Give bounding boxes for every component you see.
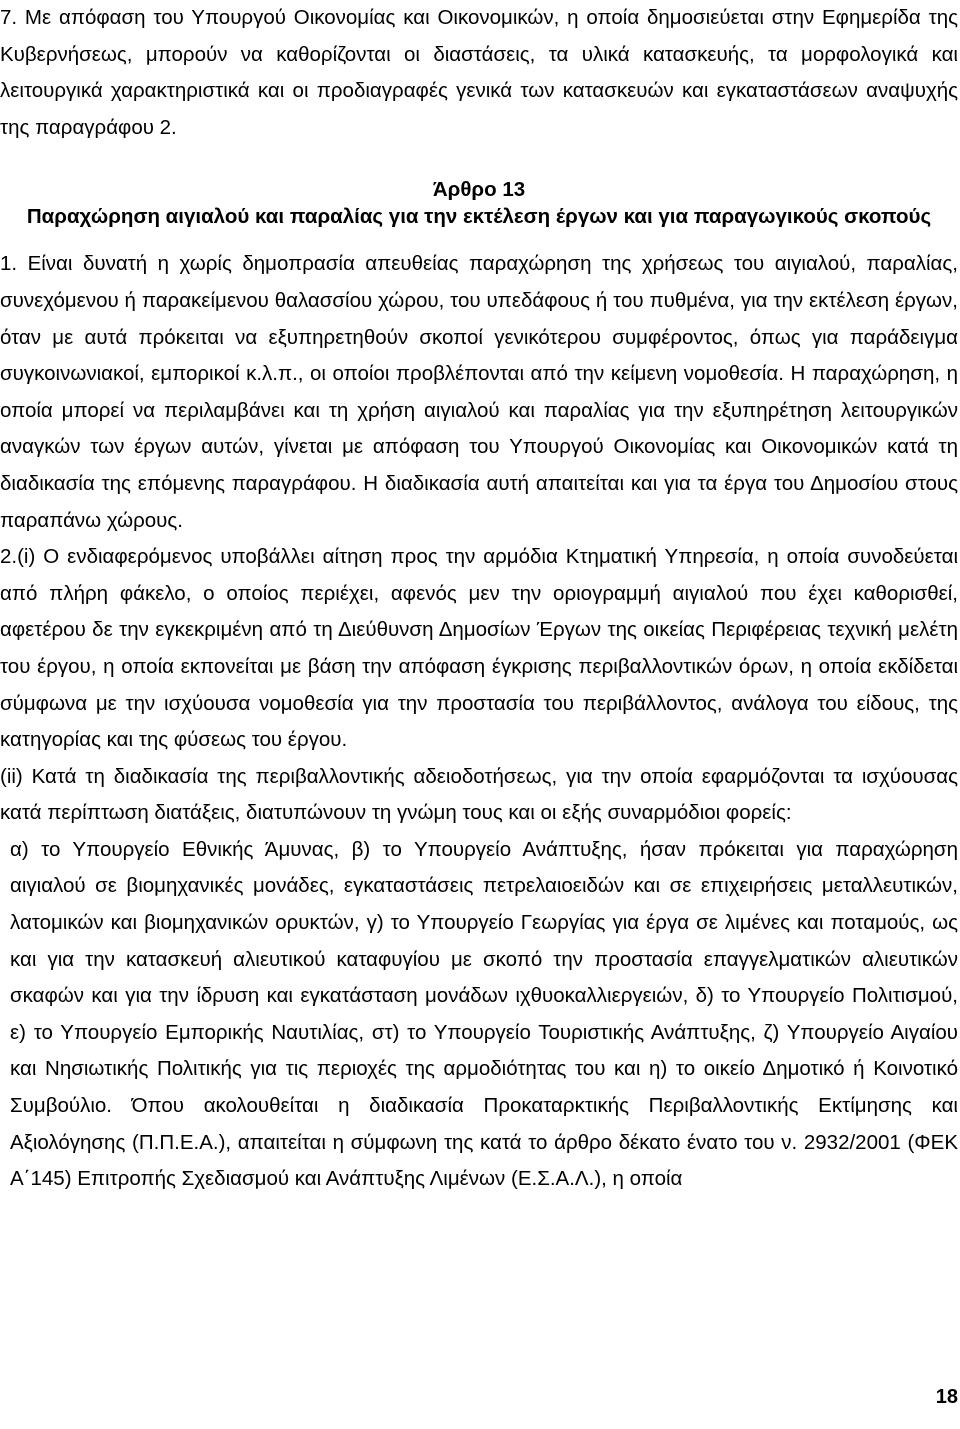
paragraph-alpha: α) το Υπουργείο Εθνικής Άμυνας, β) το Υπουργείο Ανάπτυξης, ήσαν πρόκειται για παραχώρηση αιγιαλού σε βιομηχανικές μονάδες, εγκαταστάσεις πετρελαιοειδών και σε επιχειρήσεις μεταλλευτικών, λατομικών και βιομηχανικών ορυκτών, γ) το Υπουργείο Γεωργίας για έργα σε λιμένες και ποταμούς, ως και για την κατασκευή αλιευτικού καταφυγίου με σκοπό την προστασία επαγγελματικών αλιευτικών σκαφών και για την ίδρυση και εγκατάσταση μονάδων ιχθυοκαλλιεργειών, δ) το Υπουργείο Πολιτισμού, ε) το Υπουργείο Εμπορικής Ναυτιλίας, στ) το Υπουργείο Τουριστικής Ανάπτυξης, ζ) Υπουργείο Αιγαίου και Νησιωτικής Πολιτικής για τις περιοχές της αρμοδιότητας του και η) το οικείο Δημοτικό ή Κοινοτικό Συμβούλιο. Όπου ακολουθείται η διαδικασία Προκαταρκτικής Περιβαλλοντικής Εκτίμησης και Αξιολόγησης (Π.Π.Ε.Α.), απαιτείται η σύμφωνη της κατά το άρθρο δέκατο ένατο του ν. 2932/2001 (ΦΕΚ Α΄145) Επιτροπής Σχεδιασμού και Ανάπτυξης Λιμένων (Ε.Σ.Α.Λ.), η οποία bbox=[10, 837, 958, 1191]
article-number: Άρθρο 13 bbox=[432, 178, 526, 202]
paragraph-2-i: 2.(i) Ο ενδιαφερόμενος υποβάλλει αίτηση προς την αρμόδια Κτηματική Υπηρεσία, η οποία συνοδεύεται από πλήρη φάκελο, ο οποίος περιέχει, αφενός μεν την οριογραμμή αιγιαλού που έχει καθορισθεί, αφετέρου δε την εγκεκριμένη από τη Διεύθυνση Δημοσίων Έργων της οικείας Περιφέρειας τεχνική μελέτη του έργου, η οποία εκπονείται με βάση την απόφαση έγκρισης περιβαλλοντικών όρων, η οποία εκδίδεται σύμφωνα με την ισχύουσα νομοθεσία για την προστασία του περιβάλλοντος, ανάλογα του είδους, της κατηγορίας και της φύσεως του έργου. bbox=[0, 545, 958, 752]
article-title: Παραχώρηση αιγιαλού και παραλίας για την εκτέλεση έργων και για παραγωγικούς σκοπούς bbox=[26, 205, 932, 229]
paragraph-7: 7. Με απόφαση του Υπουργού Οικονομίας και Οικονομικών, η οποία δημοσιεύεται στην Εφημερίδα της Κυβερνήσεως, μπορούν να καθορίζονται οι διαστάσεις, τα υλικά κατασκευής, τα μορφολογικά και λειτουργικά χαρακτηριστικά και οι προδιαγραφές γενικά των κατασκευών και εγκαταστάσεων αναψυχής της παραγράφου 2. bbox=[0, 6, 958, 139]
paragraph-1: 1. Είναι δυνατή η χωρίς δημοπρασία απευθείας παραχώρηση της χρήσεως του αιγιαλού, παραλίας, συνεχόμενου ή παρακείμενου θαλασσίου χώρου, του υπεδάφους ή του πυθμένα, για την εκτέλεση έργων, όταν με αυτά πρόκειται να εξυπηρετηθούν σκοποί γενικότερου συμφέροντος, όπως για παράδειγμα συγκοινωνιακοί, εμπορικοί κ.λ.π., οι οποίοι προβλέπονται από την κείμενη νομοθεσία. Η παραχώρηση, η οποία μπορεί να περιλαμβάνει και τη χρήση αιγιαλού και παραλίας για την εξυπηρέτηση λειτουργικών αναγκών των έργων αυτών, γίνεται με απόφαση του Υπουργού Οικονομίας και Οικονομικών κατά τη διαδικασία της επόμενης παραγράφου. Η διαδικασία αυτή απαιτείται και για τα έργα του Δημοσίου στους παραπάνω χώρους. bbox=[0, 252, 958, 532]
page-number: 18 bbox=[935, 1386, 958, 1408]
article-heading bbox=[0, 146, 958, 246]
paragraph-2-ii: (ii) Κατά τη διαδικασία της περιβαλλοντικής αδειοδοτήσεως, για την οποία εφαρμόζονται τα ισχύουσας κατά περίπτωση διατάξεις, διατυπώνουν τη γνώμη τους και οι εξής συναρμόδιοι φορείς: bbox=[0, 764, 958, 825]
